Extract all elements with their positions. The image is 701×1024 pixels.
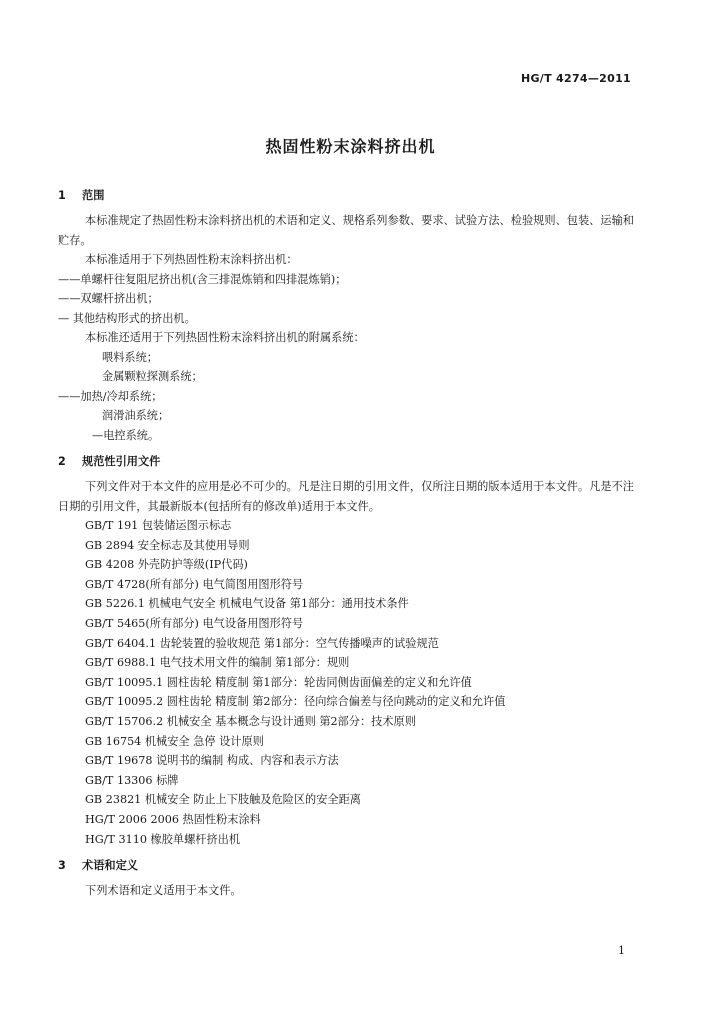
normative-intro: 下列文件对于本文件的应用是必不可少的。凡是注日期的引用文件，仅所注日期的版本适用于本文件。凡是不注日期的引用文件，其最新版本(包括所有的修改单)适用于本文件。 [58,480,634,513]
scope-applies-list [58,270,634,329]
list-item: 金属颗粒探测系统； [102,370,203,383]
list-item: ——双螺杆挤出机； [58,292,159,305]
scope-paragraph: 本标准规定了热固性粉末涂料挤出机的术语和定义、规格系列参数、要求、试验方法、检验规则、包装、运输和贮存。 [58,214,634,247]
scope-applies-intro: 本标准适用于下列热固性粉末涂料挤出机： [85,253,298,266]
section-title: 范围 [82,189,105,202]
reference-item: GB/T 10095.1 圆柱齿轮 精度制 第1部分：轮齿同侧齿面偏差的定义和允许值 [85,675,472,689]
reference-item: GB/T 191 包装储运图示标志 [85,519,232,532]
reference-item: GB 5226.1 机械电气安全 机械电气设备 第1部分：通用技术条件 [85,597,409,611]
section-number: 2 [58,455,66,468]
reference-item: GB 16754 机械安全 急停 设计原则 [85,734,264,748]
reference-list [58,516,634,849]
list-item: —电控系统。 [92,428,160,442]
reference-item: HG/T 3110 橡胶单螺杆挤出机 [85,832,241,846]
scope-aux-intro: 本标准还适用于下列热固性粉末涂料挤出机的附属系统： [85,331,365,344]
reference-item: GB 2894 安全标志及其使用导则 [85,538,250,552]
section-heading-normative [58,452,634,472]
list-item: ——单螺杆往复阻尼挤出机(含三排混炼销和四排混炼销)； [58,272,347,286]
section-number: 3 [58,859,66,873]
reference-item: GB/T 6404.1 齿轮装置的验收规范 第1部分：空气传播噪声的试验规范 [85,636,439,650]
reference-item: GB/T 4728(所有部分) 电气简图用图形符号 [85,577,304,591]
reference-item: GB/T 15706.2 机械安全 基本概念与设计通则 第2部分：技术原则 [85,714,416,728]
list-item: ——加热/冷却系统； [58,389,163,403]
section-title: 规范性引用文件 [82,455,161,468]
terms-intro: 下列术语和定义适用于本文件。 [85,884,242,898]
reference-item: HG/T 2006 2006 热固性粉末涂料 [85,812,261,826]
list-item: 润滑油系统； [102,409,170,422]
scope-aux-list [58,348,634,446]
list-item: — 其他结构形式的挤出机。 [58,311,196,325]
section-heading-terms [58,856,634,876]
document-title: 热固性粉末涂料挤出机 [265,137,436,156]
section-heading-scope [58,186,634,206]
standard-code: HG/T 4274—2011 [520,72,631,85]
reference-item: GB 23821 机械安全 防止上下肢触及危险区的安全距离 [85,793,361,807]
reference-item: GB/T 19678 说明书的编制 构成、内容和表示方法 [85,754,339,768]
reference-item: GB/T 6988.1 电气技术用文件的编制 第1部分：规则 [85,656,350,670]
document-body [58,186,634,901]
reference-item: GB/T 10095.2 圆柱齿轮 精度制 第2部分：径向综合偏差与径向跳动的定义和允许值 [85,695,506,709]
reference-item: GB/T 5465(所有部分) 电气设备用图形符号 [85,616,304,630]
page-number: 1 [618,944,625,957]
list-item: 喂料系统； [102,350,158,364]
reference-item: GB 4208 外壳防护等级(IP代码) [85,558,248,572]
section-number: 1 [58,189,66,202]
section-title: 术语和定义 [82,859,138,873]
reference-item: GB/T 13306 标牌 [85,773,179,787]
